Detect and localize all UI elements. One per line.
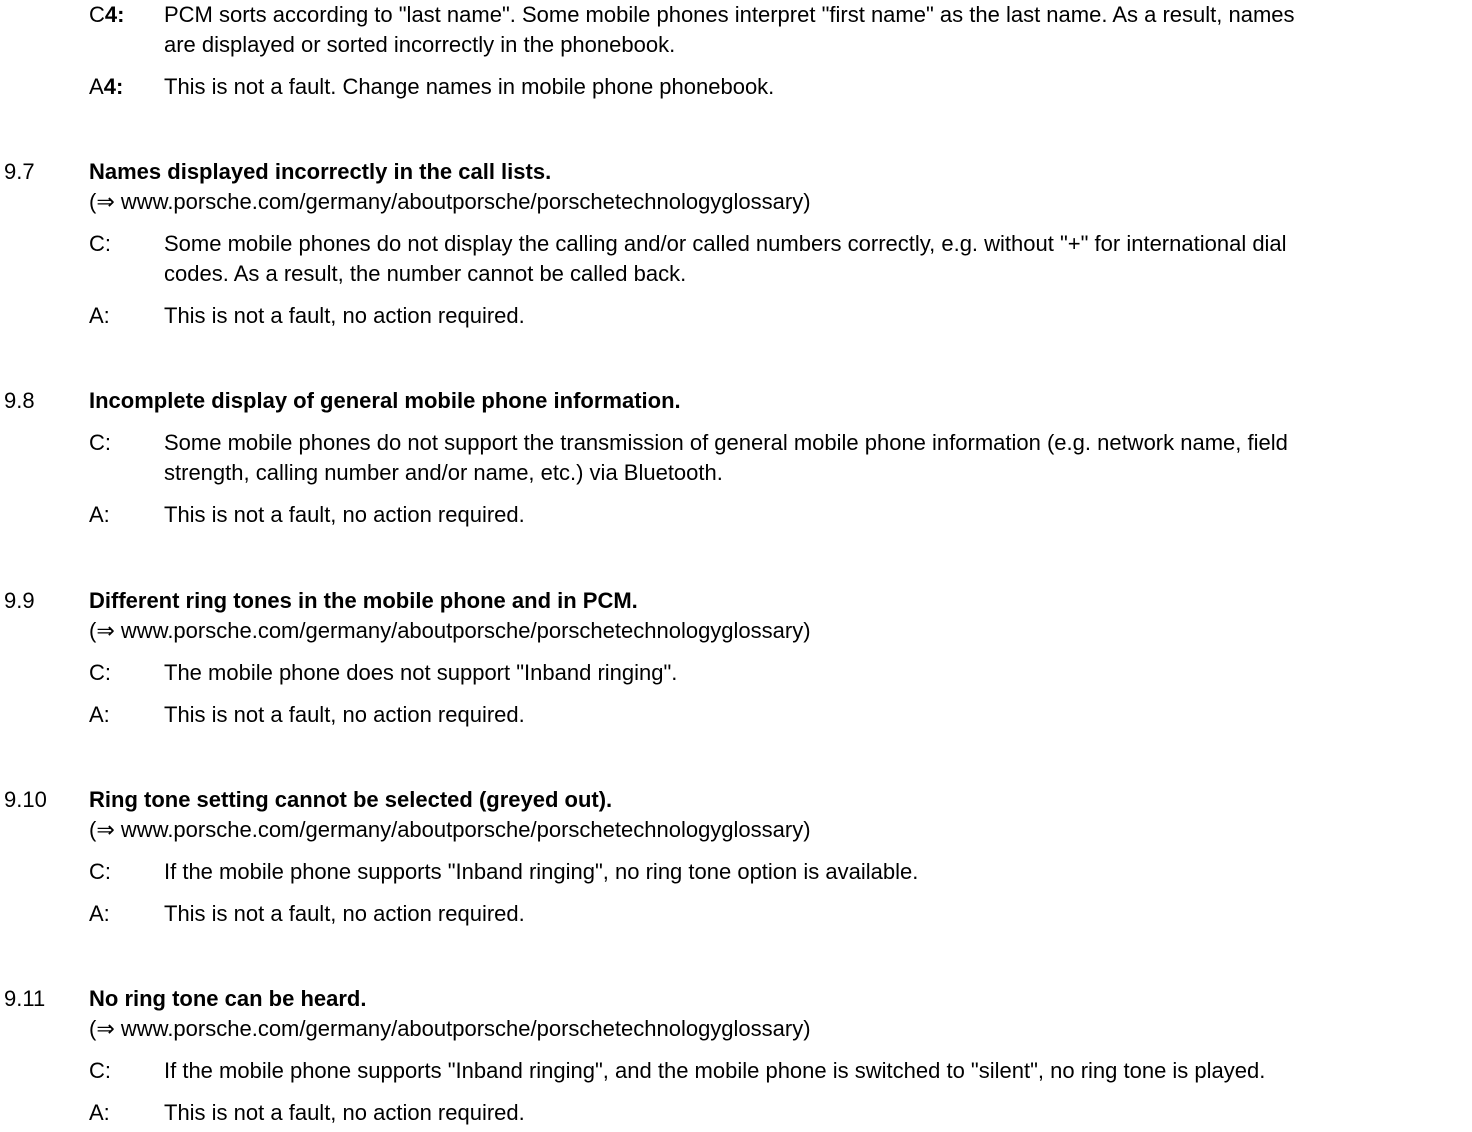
section-number: 9.11 (4, 986, 46, 1011)
reference-link[interactable]: (⇒ www.porsche.com/germany/aboutporsche/porschetechnologyglossary) (89, 189, 811, 214)
cause-text-line-1: PCM sorts according to "last name". Some mobile phones interpret "first name" as the last name. As a result, names (164, 2, 1295, 27)
cause-text-line-1: Some mobile phones do not display the calling and/or called numbers correctly, e.g. without "+" for international dial (164, 231, 1287, 256)
cause-text-line-1: The mobile phone does not support "Inband ringing". (164, 660, 678, 685)
action-label: A: (89, 901, 110, 926)
cause-label: C: (89, 660, 111, 685)
action-label: A: (89, 702, 110, 727)
section-title: No ring tone can be heard. (89, 986, 367, 1011)
cause-text-line-2: codes. As a result, the number cannot be called back. (164, 261, 687, 286)
action-text: This is not a fault, no action required. (164, 502, 525, 527)
action-text: This is not a fault, no action required. (164, 901, 525, 926)
section-number: 9.7 (4, 159, 35, 184)
action-text: This is not a fault. Change names in mobile phone phonebook. (164, 74, 775, 99)
reference-link[interactable]: (⇒ www.porsche.com/germany/aboutporsche/porschetechnologyglossary) (89, 618, 811, 643)
cause-label: C: (89, 859, 111, 884)
cause-label: C: (89, 1058, 111, 1083)
action-label: A4: (89, 74, 124, 99)
section-title: Names displayed incorrectly in the call lists. (89, 159, 552, 184)
cause-text-line-1: If the mobile phone supports "Inband ringing", and the mobile phone is switched to "silent", no ring tone is played. (164, 1058, 1266, 1083)
section-number: 9.8 (4, 388, 35, 413)
cause-text-line-1: Some mobile phones do not support the transmission of general mobile phone information (e.g. network name, field (164, 430, 1288, 455)
cause-text-line-2: strength, calling number and/or name, etc.) via Bluetooth. (164, 460, 723, 485)
action-text: This is not a fault, no action required. (164, 702, 525, 727)
cause-label: C: (89, 430, 111, 455)
cause-label: C4: (89, 2, 125, 27)
cause-text-line-1: If the mobile phone supports "Inband ringing", no ring tone option is available. (164, 859, 919, 884)
section-title: Different ring tones in the mobile phone and in PCM. (89, 588, 638, 613)
section-number: 9.9 (4, 588, 35, 613)
action-label: A: (89, 502, 110, 527)
action-label: A: (89, 303, 110, 328)
section-title: Incomplete display of general mobile phone information. (89, 388, 681, 413)
cause-label: C: (89, 231, 111, 256)
action-text: This is not a fault, no action required. (164, 303, 525, 328)
reference-link[interactable]: (⇒ www.porsche.com/germany/aboutporsche/porschetechnologyglossary) (89, 1016, 811, 1041)
section-title: Ring tone setting cannot be selected (greyed out). (89, 787, 613, 812)
action-text: This is not a fault, no action required. (164, 1100, 525, 1125)
cause-text-line-2: are displayed or sorted incorrectly in the phonebook. (164, 32, 676, 57)
section-number: 9.10 (4, 787, 47, 812)
reference-link[interactable]: (⇒ www.porsche.com/germany/aboutporsche/porschetechnologyglossary) (89, 817, 811, 842)
action-label: A: (89, 1100, 110, 1125)
